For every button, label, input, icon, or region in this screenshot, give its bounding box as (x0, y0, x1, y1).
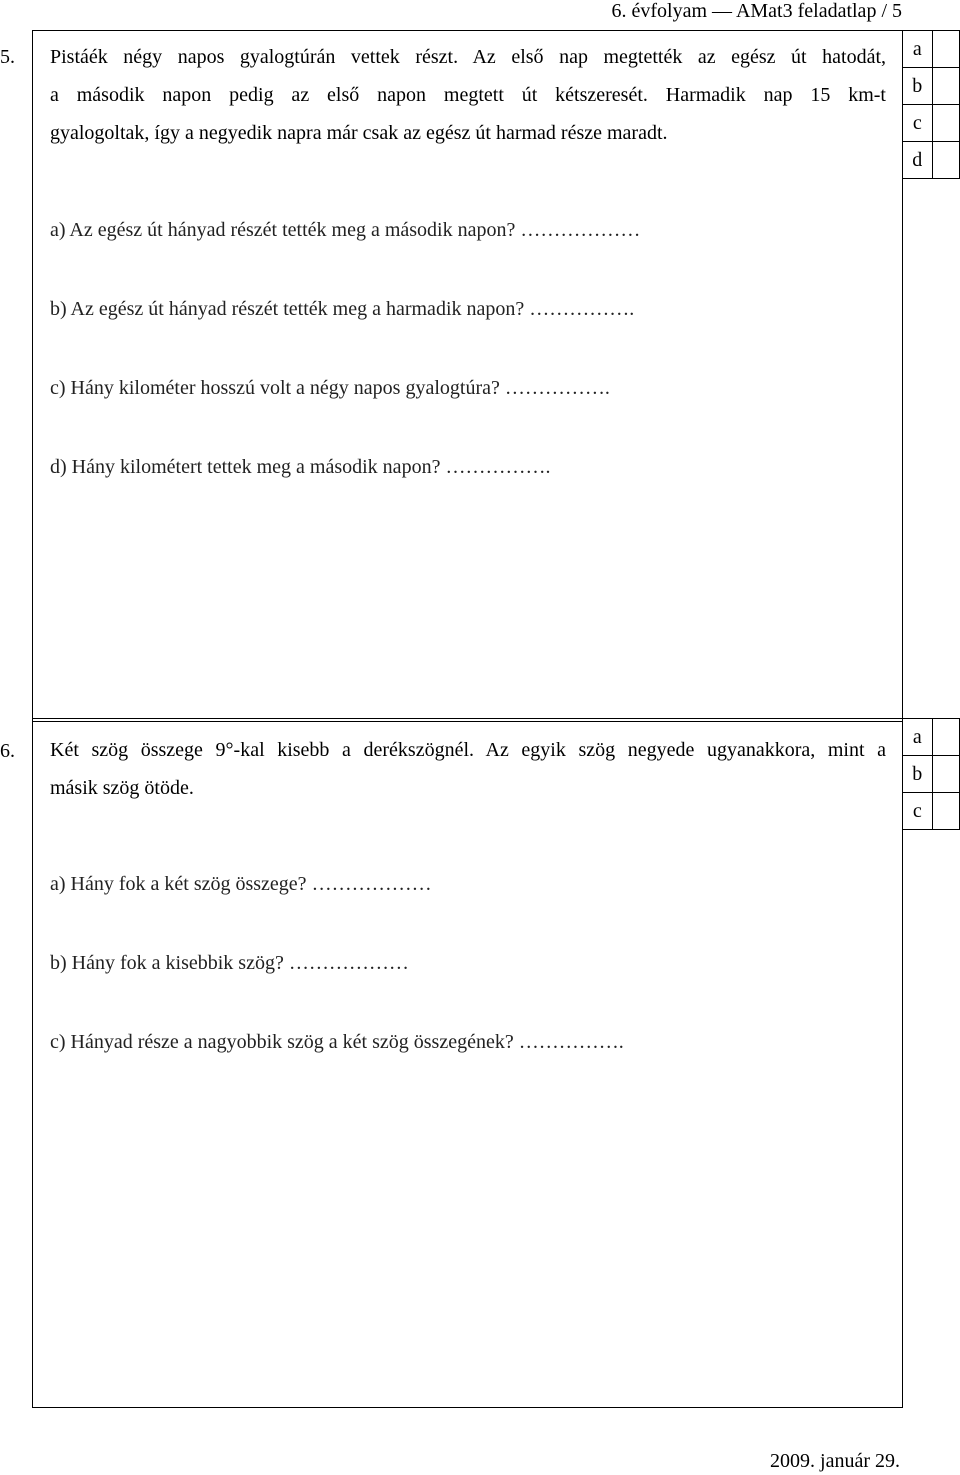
score-label-c: c (903, 105, 933, 142)
score-cell-a[interactable] (932, 719, 959, 756)
question-5c (50, 377, 610, 400)
problem-5-intro-line-2: a második napon pedig az első napon megtett út kétszeresét. Harmadik nap 15 km-t (50, 84, 886, 106)
question-5a (50, 219, 640, 242)
score-label-a: a (903, 31, 933, 68)
question-5c-text: c) Hány kilométer hosszú volt a négy napos gyalogtúra? (50, 377, 500, 399)
problem-5-number: 5. (0, 46, 15, 68)
problem-5-intro-line-1: Pistáék négy napos gyalogtúrán vettek részt. Az első nap megtették az egész út hatodát, (50, 46, 886, 68)
score-label-b: b (903, 68, 933, 105)
score-cell-a[interactable] (932, 31, 959, 68)
answer-blank-6b[interactable]: ……………… (288, 952, 409, 974)
problem-5-score-table (902, 30, 960, 179)
question-5b (50, 298, 634, 321)
answer-blank-5b[interactable]: ……………. (529, 298, 635, 320)
score-label-d: d (903, 142, 933, 179)
answer-blank-6c[interactable]: ……………. (518, 1031, 624, 1053)
question-5b-text: b) Az egész út hányad részét tették meg a harmadik napon? (50, 298, 525, 320)
score-label-b: b (903, 756, 933, 793)
answer-blank-5c[interactable]: ……………. (504, 377, 610, 399)
question-6b-text: b) Hány fok a kisebbik szög? (50, 952, 284, 974)
answer-blank-6a[interactable]: ……………… (311, 873, 432, 895)
problem-6-box (32, 718, 903, 1408)
page-header: 6. évfolyam — AMat3 feladatlap / 5 (611, 0, 902, 22)
answer-blank-5a[interactable]: ……………… (520, 219, 641, 241)
score-label-a: a (903, 719, 933, 756)
question-5d (50, 456, 550, 479)
problem-5-intro (50, 38, 886, 152)
score-cell-b[interactable] (932, 756, 959, 793)
question-6a-text: a) Hány fok a két szög összege? (50, 873, 307, 895)
problem-6-intro-line-1: Két szög összege 9°-kal kisebb a derékszögnél. Az egyik szög negyede ugyanakkora, mint a (50, 739, 886, 761)
problem-6-number: 6. (0, 740, 15, 762)
question-5d-text: d) Hány kilométert tettek meg a második napon? (50, 456, 441, 478)
problem-6-score-table (902, 718, 960, 830)
question-6c-text: c) Hányad része a nagyobbik szög a két szög összegének? (50, 1031, 514, 1053)
score-cell-c[interactable] (932, 105, 959, 142)
question-6c (50, 1031, 624, 1054)
problem-5-intro-line-3: gyalogoltak, így a negyedik napra már csak az egész út harmad része maradt. (50, 122, 668, 144)
problem-6-intro-line-2: másik szög ötöde. (50, 777, 194, 799)
footer-date: 2009. január 29. (770, 1450, 900, 1472)
question-5a-text: a) Az egész út hányad részét tették meg a második napon? (50, 219, 516, 241)
answer-blank-5d[interactable]: ……………. (445, 456, 551, 478)
problem-6-intro (50, 731, 886, 807)
score-label-c: c (903, 793, 933, 830)
question-6b (50, 952, 409, 975)
score-cell-d[interactable] (932, 142, 959, 179)
score-cell-b[interactable] (932, 68, 959, 105)
question-6a (50, 873, 432, 896)
score-cell-c[interactable] (932, 793, 959, 830)
